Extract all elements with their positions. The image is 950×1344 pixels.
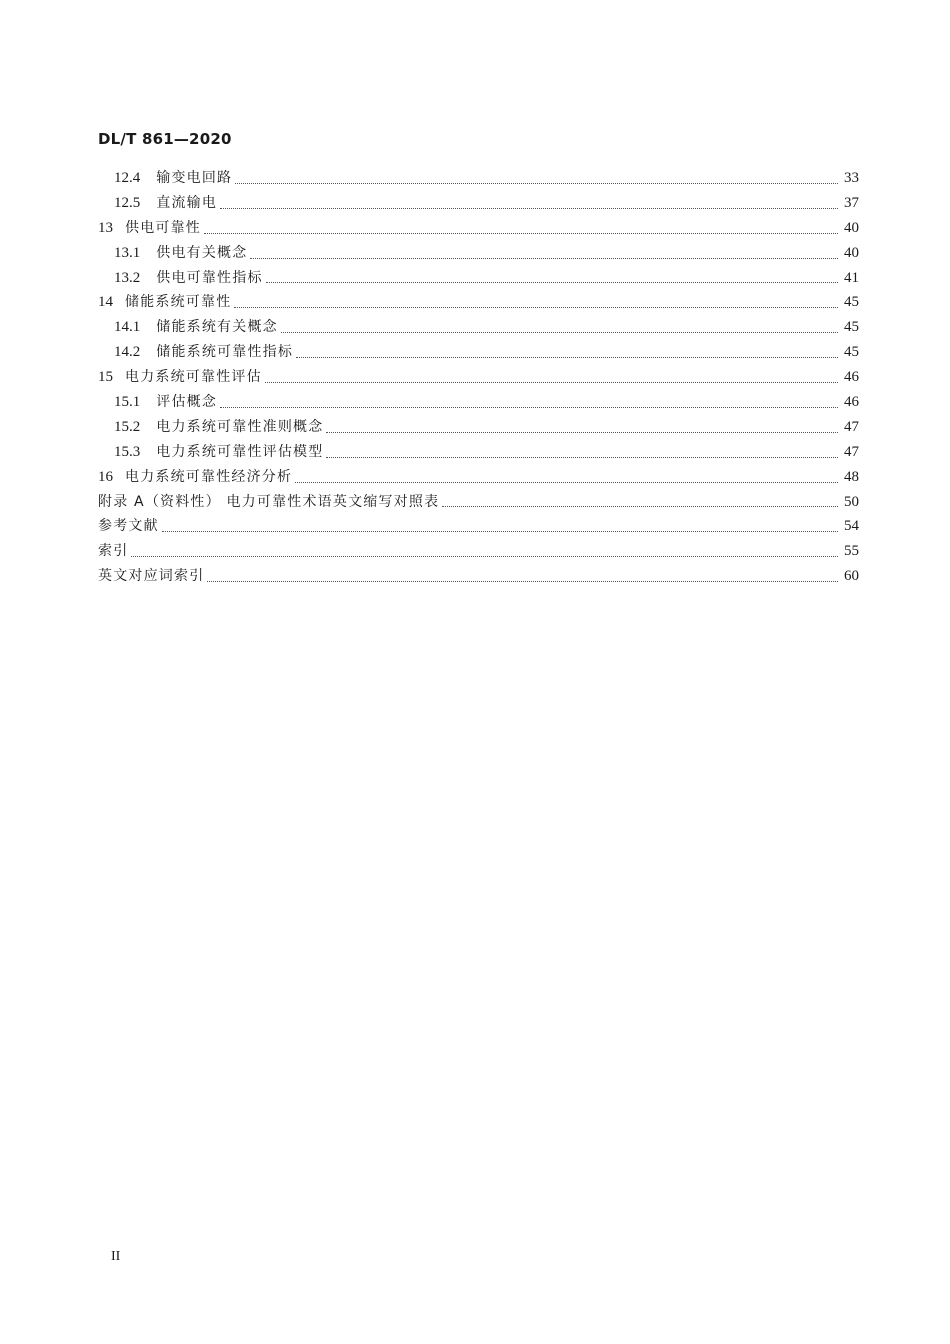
toc-entry-title: 附录 A（资料性） 电力可靠性术语英文缩写对照表 [98, 493, 440, 510]
toc-entry[interactable] [98, 390, 859, 415]
toc-dot-leader [326, 457, 838, 458]
toc-dot-leader [204, 233, 838, 234]
toc-entry[interactable] [98, 340, 859, 365]
toc-entry-number: 15.2 [114, 418, 141, 435]
toc-dot-leader [207, 581, 838, 582]
toc-entry-title: 电力系统可靠性评估 [125, 369, 262, 386]
toc-entry-title: 供电可靠性 [125, 219, 201, 236]
toc-dot-leader [131, 556, 838, 557]
toc-dot-leader [266, 282, 838, 283]
toc-entry-title: 储能系统可靠性指标 [156, 344, 294, 361]
toc-entry-page: 47 [844, 443, 859, 460]
toc-entry-number: 15.3 [114, 443, 141, 460]
toc-dot-leader [162, 531, 838, 532]
toc-entry-title: 参考文献 [98, 518, 159, 535]
toc-entry-number: 13.2 [114, 269, 141, 286]
document-code-header: DL/T 861—2020 [98, 130, 232, 148]
toc-entry-page: 40 [844, 244, 859, 261]
toc-entry[interactable] [98, 166, 859, 191]
toc-entry-number: 14 [98, 294, 113, 311]
toc-dot-leader [326, 432, 838, 433]
toc-entry[interactable] [98, 465, 859, 490]
toc-dot-leader [281, 332, 838, 333]
toc-dot-leader [235, 183, 838, 184]
toc-entry[interactable] [98, 216, 859, 241]
toc-entry-number: 15 [98, 369, 113, 386]
toc-entry-number: 13.1 [114, 244, 141, 261]
toc-entry-number: 16 [98, 468, 113, 485]
toc-entry-number: 15.1 [114, 394, 141, 410]
toc-entry-page: 55 [844, 543, 859, 560]
toc-entry[interactable] [98, 315, 859, 340]
toc-dot-leader [296, 357, 838, 358]
toc-entry-page: 60 [844, 568, 859, 585]
toc-dot-leader [265, 382, 838, 383]
toc-entry-title: 索引 [98, 543, 129, 560]
toc-entry[interactable] [98, 564, 859, 589]
toc-entry[interactable] [98, 539, 859, 564]
toc-entry-title: 直流输电 [156, 194, 218, 211]
toc-entry-page: 45 [844, 294, 859, 311]
toc-entry-page: 47 [844, 418, 859, 435]
toc-entry-title: 输变电回路 [156, 169, 233, 186]
toc-dot-leader [234, 307, 838, 308]
toc-entry[interactable] [98, 415, 859, 440]
toc-dot-leader [442, 506, 838, 507]
toc-entry-title: 英文对应词索引 [98, 568, 205, 585]
table-of-contents [98, 166, 859, 589]
toc-dot-leader [295, 482, 838, 483]
toc-entry[interactable] [98, 290, 859, 315]
toc-entry[interactable] [98, 490, 859, 515]
toc-entry-number: 12.4 [114, 169, 141, 186]
toc-entry[interactable] [98, 241, 859, 266]
toc-dot-leader [220, 407, 838, 408]
toc-entry-page: 46 [844, 369, 859, 386]
toc-entry[interactable] [98, 266, 859, 291]
toc-entry-page: 54 [844, 518, 859, 535]
toc-entry-title: 供电有关概念 [156, 244, 248, 261]
toc-entry-page: 33 [844, 169, 859, 186]
toc-entry-page: 41 [844, 269, 859, 286]
toc-entry-title: 电力系统可靠性评估模型 [156, 443, 324, 460]
toc-entry-number: 14.2 [114, 344, 141, 361]
toc-entry-number: 13 [98, 219, 113, 236]
toc-entry-page: 48 [844, 468, 859, 485]
toc-entry-number: 12.5 [114, 194, 141, 211]
toc-entry-page: 45 [844, 319, 859, 336]
toc-dot-leader [250, 258, 838, 259]
toc-entry-title: 电力系统可靠性准则概念 [156, 418, 324, 435]
toc-entry-page: 50 [844, 493, 859, 510]
toc-entry-page: 46 [844, 394, 859, 410]
toc-dot-leader [220, 208, 838, 209]
page-number: II [111, 1249, 121, 1264]
toc-entry-page: 37 [844, 194, 859, 211]
toc-entry-page: 40 [844, 219, 859, 236]
toc-entry[interactable] [98, 191, 859, 216]
toc-entry-title: 储能系统有关概念 [156, 319, 278, 336]
toc-entry-page: 45 [844, 344, 859, 361]
toc-entry-number: 14.1 [114, 319, 141, 336]
toc-entry[interactable] [98, 440, 859, 465]
toc-entry-title: 储能系统可靠性 [125, 294, 232, 311]
toc-entry-title: 评估概念 [156, 394, 218, 410]
toc-entry[interactable] [98, 365, 859, 390]
toc-entry[interactable] [98, 514, 859, 539]
toc-entry-title: 电力系统可靠性经济分析 [125, 468, 293, 485]
toc-entry-title: 供电可靠性指标 [156, 269, 263, 286]
